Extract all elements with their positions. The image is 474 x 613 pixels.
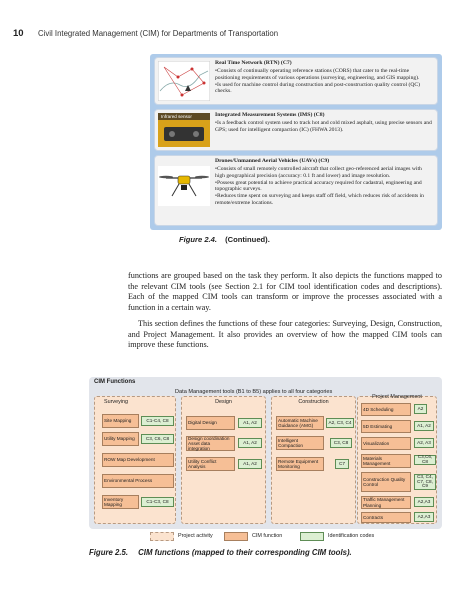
body-paragraph-1: functions are grouped based on the task they perform. It also depicts the functions mapped to the relevant CIM tools (see Section 2.1 for CIM tool identification codes and descriptions). Each of the mapped CIM tools can transform or improve the processes associated with a function in a certain way. [128,271,442,312]
ims-title: Integrated Measurement Systems (IMS) (C8) [215,112,325,118]
code-box: C1-C3, C8 [141,497,174,507]
code-box: C3, C4, C7, C8, C9 [414,474,436,490]
function-box: Design coordination Asset data integration [186,436,235,451]
function-box: ROW Map Development [102,453,174,467]
project-activity-swatch [150,532,174,541]
category-label: Surveying [104,399,128,405]
code-box: C3,C6, C8 [414,455,436,465]
uav-title: Drones/Unmanned Aerial Vehicles (UAVs) (C9) [215,158,330,164]
code-box: C3, C8 [330,438,352,448]
ims-description [215,112,432,134]
drone-image [158,166,210,206]
function-box: Digital Design [186,416,235,430]
figure-2-4-caption [179,235,419,247]
code-box: A2, C3, C4 [326,418,354,428]
code-box: A2, A3 [414,438,434,448]
cim-functions-title: CIM Functions [94,379,136,385]
function-box: Site Mapping [102,414,139,428]
body-paragraph-2: This section defines the functions of these four categories: Surveying, Design, Construction, and Project Management. It also provides an overview of how the mapped CIM tools can improve these functions. [128,319,442,350]
rtn-row [154,57,438,105]
figure-2-5-legend [150,532,440,542]
function-box: Remote Equipment Monitoring [276,457,324,471]
code-box: A2,A3 [414,497,434,507]
function-box: 4D Scheduling [361,403,411,416]
page-number: 10 [13,28,24,39]
code-box: A1, A2 [238,459,262,469]
function-box: Construction Quality Control [361,472,411,492]
function-box: Utility Mapping [102,432,139,446]
function-box: Materials Management [361,454,411,468]
category-surveying [94,396,176,524]
infrared-sensor-label: Infrared sensor [161,114,192,120]
code-box: C3, C6, C8 [141,434,174,444]
uav-bullet: •Consists of small remotely controlled aircraft that collect geo-referenced aerial images with high geographical precision (accuracy: 0.1 ft and lower) and image resolution. [215,165,422,179]
uav-bullet: •Reduces time spent on surveying and keeps staff off field, which reduces risk of accidents in remote/extreme locations. [215,193,424,207]
figure-2-5-caption-text: CIM functions (mapped to their corresponding CIM tools). [138,548,352,557]
function-box: Traffic Management Planning [361,496,411,509]
figure-2-4-panel [150,54,442,230]
uav-description [215,158,432,207]
uav-row [154,155,438,226]
legend-project-activity: Project activity [178,533,213,539]
category-label: Project Management [372,394,422,400]
uav-bullet: •Possess great potential to achieve practical accuracy required for cadastral, engineering and topographic surveys. [215,179,422,193]
code-box: A2 [414,404,427,414]
rtn-title: Real Time Network (RTN) (C7) [215,60,292,66]
legend-cim-function: CIM function [252,533,283,539]
function-box: Contracts [361,512,411,523]
rtn-description [215,60,432,95]
code-box: A1, A2 [238,438,262,448]
function-box: Environmental Process [102,474,174,488]
ims-row [154,109,438,151]
cim-function-swatch [224,532,248,541]
ims-bullet: •Is a feedback control system used to track hot and cold mixed asphalt, using precise sensors and GPS; used for intelligent compaction (IC) (FHWA 2013). [215,119,432,133]
function-box: Intelligent Compaction [276,436,324,450]
function-box: Visualization [361,437,411,450]
infrared-sensor-image [158,113,210,147]
code-box: A1, A2 [414,421,434,431]
data-management-note: Data Management tools (B1 to B5) applies to all four categories [175,389,333,395]
category-label: Design [215,399,232,405]
category-construction [271,396,356,524]
function-box: 5D Estimating [361,420,411,433]
category-design [181,396,266,524]
figure-2-5-diagram [89,377,442,529]
figure-2-5-label: Figure 2.5. [89,548,128,557]
code-box: C7 [335,459,349,469]
code-box: C1-C4, C8 [141,416,174,426]
figure-2-4-label: Figure 2.4. [179,235,217,244]
rtn-bullet: •Is used for machine control during construction and post-construction quality control (QC) checks. [215,81,420,95]
rtn-bullet: •Consists of continually operating reference stations (CORS) that cater to the real-time positioning requirements of various operations (surveying, engineering, and GIS mapping). [215,67,420,81]
running-title: Civil Integrated Management (CIM) for Departments of Transportation [38,29,279,38]
code-box: A1, A2 [238,418,262,428]
figure-2-5-caption [89,548,429,557]
figure-2-4-caption-text: (Continued). [225,235,270,244]
page-header [13,23,453,37]
function-box: Automatic Machine Guidance (AMG) [276,416,324,430]
rtn-map-image [158,61,210,101]
identification-codes-swatch [300,532,324,541]
function-box: Utility Conflict Analysis [186,457,235,471]
category-project-management [357,396,437,524]
category-label: Construction [298,399,329,405]
legend-identification-codes: Identification codes [328,533,375,539]
function-box: Inventory Mapping [102,495,139,509]
code-box: A2,A3 [414,512,434,522]
